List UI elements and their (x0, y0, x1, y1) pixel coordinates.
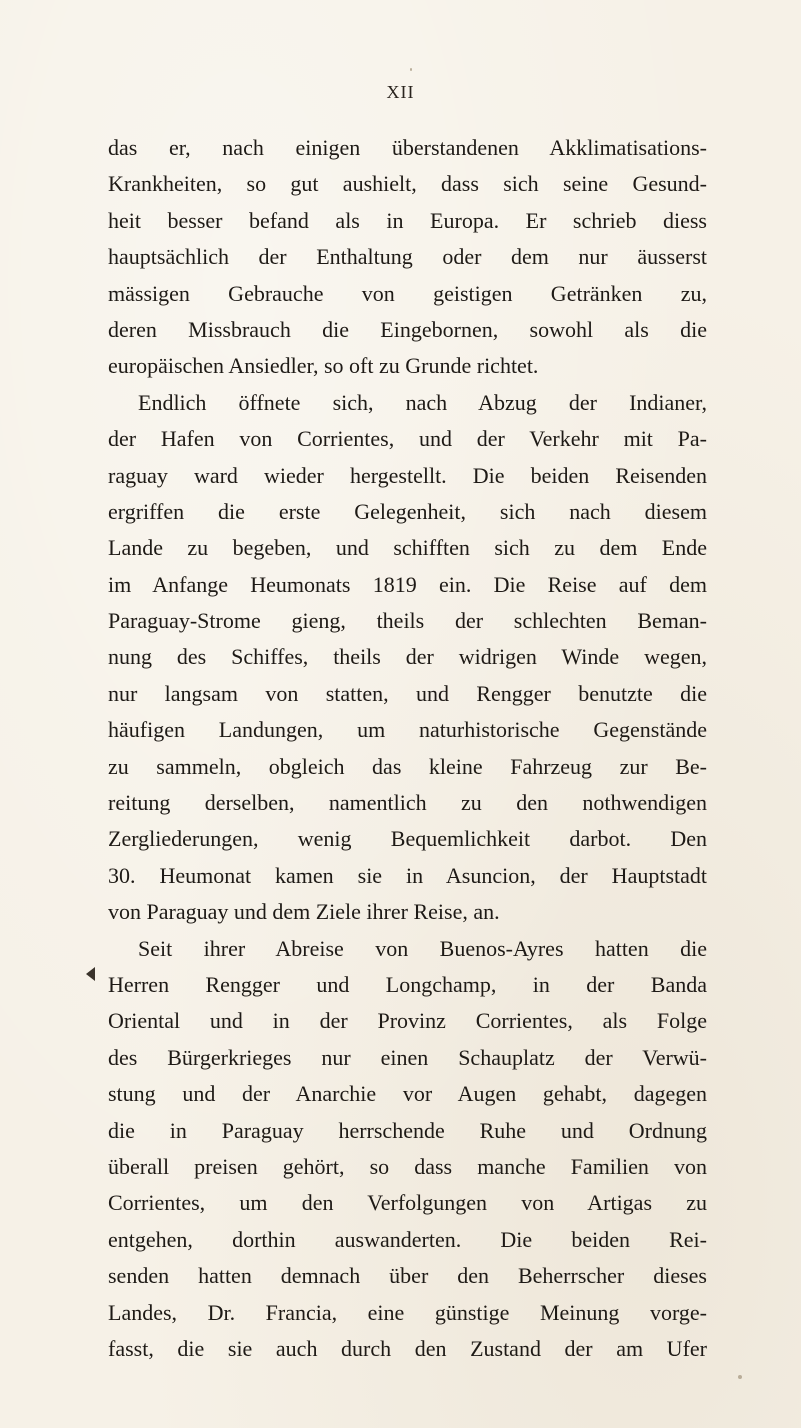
text-line: überall preisen gehört, so dass manche Familien von (108, 1153, 707, 1179)
paper-speck (410, 68, 412, 71)
text-line: heit besser befand als in Europa. Er schrieb diess (108, 207, 707, 233)
text-line: das er, nach einigen überstandenen Akklimatisations- (108, 135, 707, 160)
text-line: Paraguay-Strome gieng, theils der schlechten Beman- (108, 608, 707, 634)
text-line: raguay ward wieder hergestellt. Die beiden Reisenden (108, 462, 707, 488)
paper-speck (738, 1375, 742, 1379)
text-line: nung des Schiffes, theils der widrigen Winde wegen, (108, 644, 707, 670)
text-line: Oriental und in der Provinz Corrientes, als Folge (108, 1008, 707, 1034)
body-text (108, 130, 707, 1367)
text-line: fasst, die sie auch durch den Zustand der am Ufer (108, 1335, 707, 1361)
text-line: stung und der Anarchie vor Augen gehabt, dagegen (108, 1081, 707, 1107)
text-line: von Paraguay und dem Ziele ihrer Reise, an. (108, 899, 500, 925)
text-line: ergriffen die erste Gelegenheit, sich nach diesem (108, 498, 707, 524)
text-line: Krankheiten, so gut aushielt, dass sich seine Gesund- (108, 171, 707, 197)
page-number: XII (386, 82, 415, 102)
text-line: senden hatten demnach über den Beherrscher dieses (108, 1263, 707, 1289)
text-line: häufigen Landungen, um naturhistorische Gegenstände (108, 717, 707, 743)
text-line: Zergliederungen, wenig Bequemlichkeit darbot. Den (108, 826, 707, 852)
text-line: entgehen, dorthin auswanderten. Die beiden Rei- (108, 1226, 707, 1252)
text-line: der Hafen von Corrientes, und der Verkehr mit Pa- (108, 426, 707, 452)
text-line: zu sammeln, obgleich das kleine Fahrzeug zur Be- (108, 753, 707, 779)
text-line: Endlich öffnete sich, nach Abzug der Indianer, (138, 389, 707, 415)
text-line: Corrientes, um den Verfolgungen von Artigas zu (108, 1190, 707, 1216)
text-line: Landes, Dr. Francia, eine günstige Meinung vorge- (108, 1299, 707, 1325)
text-line: deren Missbrauch die Eingebornen, sowohl als die (108, 316, 707, 342)
text-line: reitung derselben, namentlich zu den nothwendigen (108, 790, 707, 816)
text-line: 30. Heumonat kamen sie in Asuncion, der Hauptstadt (108, 862, 707, 888)
text-line: des Bürgerkrieges nur einen Schauplatz der Verwü- (108, 1044, 707, 1070)
text-line: nur langsam von statten, und Rengger benutzte die (108, 680, 707, 706)
text-line: Herren Rengger und Longchamp, in der Banda (108, 971, 707, 997)
text-line: Seit ihrer Abreise von Buenos-Ayres hatten die (138, 935, 707, 961)
text-line: die in Paraguay herrschende Ruhe und Ordnung (108, 1117, 707, 1143)
margin-mark-icon (86, 967, 95, 981)
text-line: europäischen Ansiedler, so oft zu Grunde richtet. (108, 353, 539, 379)
text-line: im Anfange Heumonats 1819 ein. Die Reise auf dem (108, 571, 707, 597)
text-line: hauptsächlich der Enthaltung oder dem nur äusserst (108, 244, 707, 270)
text-line: mässigen Gebrauche von geistigen Getränken zu, (108, 280, 707, 306)
text-line: Lande zu begeben, und schifften sich zu dem Ende (108, 535, 707, 561)
